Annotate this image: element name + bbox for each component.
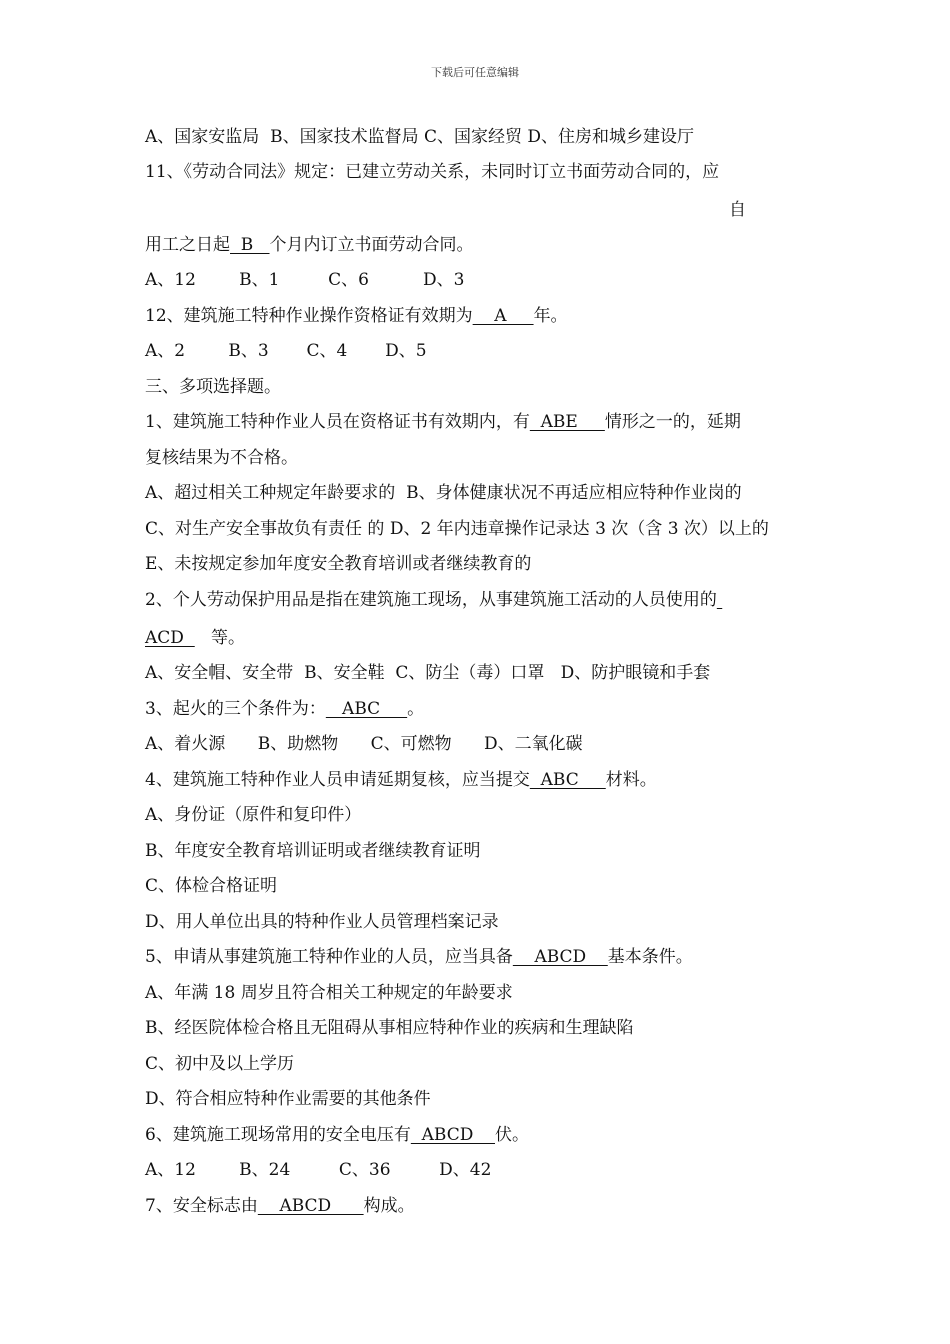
line-text: 1、建筑施工特种作业人员在资格证书有效期内，有 bbox=[145, 412, 530, 432]
line-text: 复核结果为不合格。 bbox=[145, 448, 298, 468]
line-text: 构成。 bbox=[363, 1196, 415, 1216]
line-text: A、12 B、24 C、36 D、42 bbox=[145, 1160, 492, 1180]
answer-blank: ABC bbox=[325, 699, 408, 719]
line-text: 材料。 bbox=[605, 770, 657, 790]
answer-blank: A bbox=[472, 306, 534, 326]
line-text: 4、建筑施工特种作业人员申请延期复核，应当提交 bbox=[145, 770, 530, 790]
line-text: C、初中及以上学历 bbox=[145, 1054, 295, 1074]
line-text: 7、安全标志由 bbox=[145, 1196, 258, 1216]
page-header: 下载后可任意编辑 bbox=[431, 66, 519, 79]
text-line bbox=[145, 733, 583, 755]
text-line bbox=[145, 1053, 294, 1075]
line-text: A、身份证（原件和复印件） bbox=[145, 805, 362, 825]
text-line bbox=[145, 376, 281, 398]
line-text: B、经医院体检合格且无阻碍从事相应特种作业的疾病和生理缺陷 bbox=[145, 1018, 634, 1038]
line-text: 自 bbox=[729, 200, 746, 220]
answer-blank bbox=[717, 590, 722, 610]
line-text: C、体检合格证明 bbox=[145, 876, 278, 896]
line-text: 用工之日起 bbox=[145, 235, 230, 255]
text-line bbox=[145, 234, 474, 256]
text-line bbox=[145, 553, 531, 575]
text-line bbox=[145, 769, 657, 791]
line-text: 5、申请从事建筑施工特种作业的人员，应当具备 bbox=[145, 947, 513, 967]
text-line bbox=[145, 1017, 634, 1039]
line-text: E、未按规定参加年度安全教育培训或者继续教育的 bbox=[145, 554, 532, 574]
line-text: C、对生产安全事故负有责任 的 D、2 年内违章操作记录达 3 次（含 3 次）以上的 bbox=[145, 519, 769, 539]
line-text: A、国家安监局 B、国家技术监督局 C、国家经贸 D、住房和城乡建设厅 bbox=[145, 127, 695, 147]
line-text: 年。 bbox=[533, 306, 568, 326]
text-line bbox=[145, 982, 513, 1004]
line-text: 3、起火的三个条件为： bbox=[145, 699, 326, 719]
line-text: D、用人单位出具的特种作业人员管理档案记录 bbox=[145, 912, 499, 932]
line-text: 个月内订立书面劳动合同。 bbox=[269, 235, 474, 255]
text-line bbox=[145, 875, 277, 897]
text-line bbox=[145, 126, 694, 148]
text-line bbox=[145, 1159, 491, 1181]
text-line bbox=[145, 305, 568, 327]
answer-blank: B bbox=[230, 235, 270, 255]
line-text: A、着火源 B、助燃物 C、可燃物 D、二氧化碳 bbox=[145, 734, 583, 754]
line-text: A、2 B、3 C、4 D、5 bbox=[145, 341, 427, 361]
text-line bbox=[145, 269, 464, 291]
line-text: 12、建筑施工特种作业操作资格证有效期为 bbox=[145, 306, 473, 326]
line-text: 等。 bbox=[194, 628, 245, 648]
line-text: 伏。 bbox=[494, 1125, 529, 1145]
line-text: B、年度安全教育培训证明或者继续教育证明 bbox=[145, 841, 481, 861]
line-text: 6、建筑施工现场常用的安全电压有 bbox=[145, 1125, 411, 1145]
text-line bbox=[145, 911, 499, 933]
answer-blank: ABCD bbox=[512, 947, 608, 967]
text-line bbox=[145, 840, 481, 862]
text-line bbox=[145, 447, 298, 469]
text-line bbox=[145, 627, 245, 649]
text-line bbox=[145, 518, 769, 540]
text-line bbox=[145, 482, 742, 504]
line-text: A、超过相关工种规定年龄要求的 B、身体健康状况不再适应相应特种作业岗的 bbox=[145, 483, 742, 503]
text-line bbox=[145, 589, 722, 611]
text-line bbox=[145, 804, 361, 826]
text-line bbox=[145, 340, 427, 362]
text-line bbox=[145, 1195, 415, 1217]
line-text: A、年满 18 周岁且符合相关工种规定的年龄要求 bbox=[145, 983, 513, 1003]
text-line bbox=[145, 1088, 431, 1110]
line-text: 基本条件。 bbox=[607, 947, 693, 967]
answer-blank: ABCD bbox=[257, 1196, 364, 1216]
line-text: 2、个人劳动保护用品是指在建筑施工现场，从事建筑施工活动的人员使用的 bbox=[145, 590, 717, 610]
line-text: 11、《劳动合同法》规定：已建立劳动关系，未同时订立书面劳动合同的，应 bbox=[145, 162, 720, 182]
answer-blank: ABE bbox=[529, 412, 605, 432]
line-text: A、安全帽、安全带 B、安全鞋 C、防尘（毒）口罩 D、防护眼镜和手套 bbox=[145, 663, 711, 683]
text-line bbox=[145, 698, 424, 720]
answer-blank: ABC bbox=[529, 770, 606, 790]
text-line bbox=[145, 161, 719, 183]
text-line bbox=[145, 946, 693, 968]
answer-blank: ACD bbox=[145, 628, 195, 648]
line-text: 。 bbox=[407, 699, 425, 719]
text-line bbox=[145, 411, 741, 433]
text-line bbox=[729, 199, 746, 221]
text-line bbox=[145, 662, 710, 684]
answer-blank: ABCD bbox=[410, 1125, 495, 1145]
text-line bbox=[145, 1124, 529, 1146]
line-text: 情形之一的，延期 bbox=[604, 412, 741, 432]
line-text: D、符合相应特种作业需要的其他条件 bbox=[145, 1089, 431, 1109]
line-text: A、12 B、1 C、6 D、3 bbox=[145, 270, 465, 290]
line-text: 三、多项选择题。 bbox=[145, 377, 281, 397]
